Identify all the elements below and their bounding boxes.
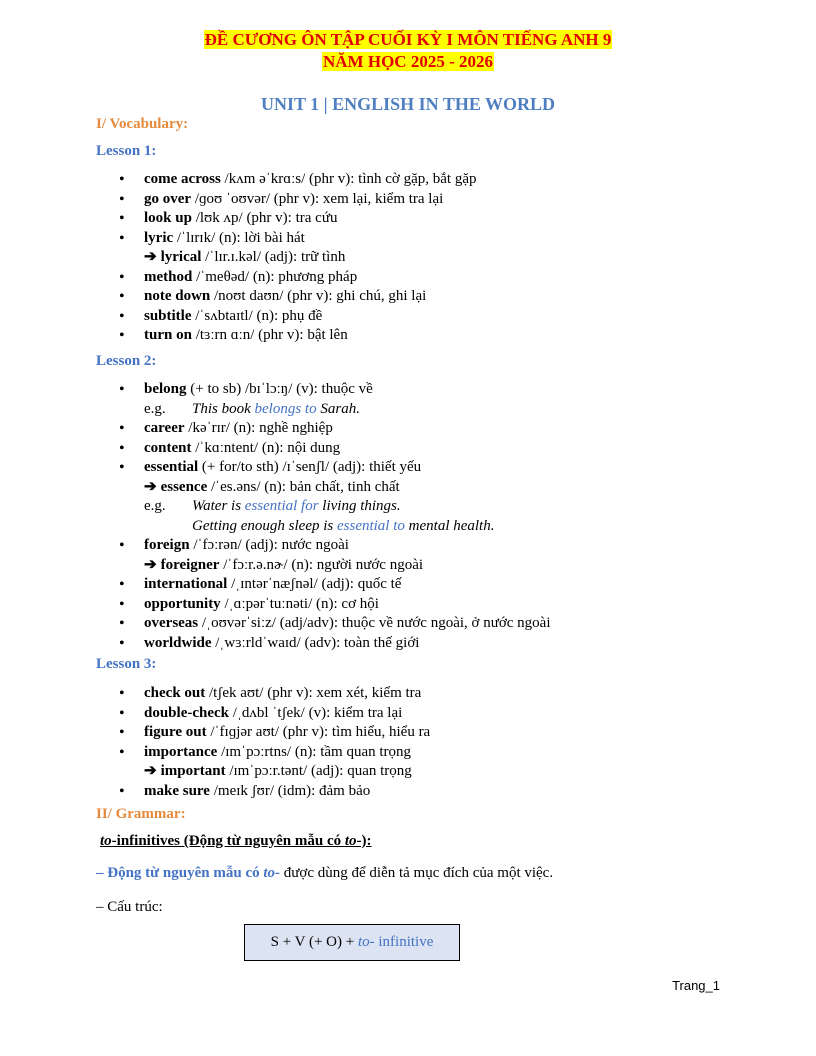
grammar-heading: to-infinitives (Động từ nguyên mẫu có to-): (100, 833, 372, 849)
lesson-2-title: Lesson 2: (96, 353, 157, 369)
grammar-usage: – Động từ nguyên mẫu có to- được dùng để diễn tả mục đích của một việc. (96, 865, 554, 881)
lesson-2-list (0, 380, 700, 653)
list-item: • note down /noʊt daʊn/ (phr v): ghi chú, ghi lại (0, 287, 700, 307)
formula-box: S + V (+ O) + to- infinitive (244, 924, 460, 961)
list-item: • turn on /tɜːrn ɑːn/ (phr v): bật lên (0, 326, 700, 346)
list-item: • look up /lʊk ʌp/ (phr v): tra cứu (0, 209, 700, 229)
list-item: • subtitle /ˈsʌbtaɪtl/ (n): phụ đề (0, 307, 700, 327)
list-item: • career /kəˈrɪr/ (n): nghề nghiệp (0, 419, 700, 439)
arrow-icon: ➔ (144, 249, 157, 265)
list-item-derived: ➔ lyrical /ˈlɪr.ɪ.kəl/ (adj): trữ tình (144, 249, 346, 265)
arrow-icon: ➔ (144, 556, 157, 573)
list-item: • essential (+ for/to sth) /ɪˈsenʃl/ (adj): thiết yếu (0, 458, 700, 478)
list-item: • lyric /ˈlɪrɪk/ (n): lời bài hát (0, 229, 700, 249)
arrow-icon: ➔ (144, 478, 157, 495)
list-item: • come across /kʌm əˈkrɑːs/ (phr v): tình cờ gặp, bắt gặp (0, 170, 700, 190)
structure-label: – Cấu trúc: (96, 899, 163, 915)
list-item: • figure out /ˈfɪɡjər aʊt/ (phr v): tìm hiểu, hiểu ra (0, 723, 700, 743)
example-sentence: e.g. Water is essential for living things. (144, 498, 401, 514)
document-title: ĐỀ CƯƠNG ÔN TẬP CUỐI KỲ I MÔN TIẾNG ANH 9 (204, 30, 612, 49)
list-item: • make sure /meɪk ʃʊr/ (idm): đảm bảo (0, 782, 700, 802)
lesson-3-list (0, 684, 700, 801)
list-item: • belong (+ to sb) /bɪˈlɔːŋ/ (v): thuộc về (0, 380, 700, 400)
list-item: • opportunity /ˌɑːpərˈtuːnəti/ (n): cơ hội (0, 595, 700, 615)
list-item: • content /ˈkɑːntent/ (n): nội dung (0, 439, 700, 459)
arrow-icon: ➔ (144, 763, 157, 779)
list-item: • foreign /ˈfɔːrən/ (adj): nước ngoài (0, 536, 700, 556)
list-item-derived: ➔ important /ɪmˈpɔːr.tənt/ (adj): quan trọng (144, 763, 412, 779)
unit-title: UNIT 1 | ENGLISH IN THE WORLD (260, 94, 556, 114)
list-item: • worldwide /ˌwɜːrldˈwaɪd/ (adv): toàn thế giới (0, 634, 700, 654)
section-grammar: II/ Grammar: (96, 806, 186, 822)
page-number: Trang_1 (672, 978, 720, 993)
lesson-1-list (0, 170, 700, 346)
list-item: • go over /ɡoʊ ˈoʊvər/ (phr v): xem lại, kiểm tra lại (0, 190, 700, 210)
school-year: NĂM HỌC 2025 - 2026 (323, 52, 493, 71)
list-item: • method /ˈmeθəd/ (n): phương pháp (0, 268, 700, 288)
list-item-derived: ➔ essence /ˈes.əns/ (n): bản chất, tinh chất (144, 478, 400, 495)
list-item: • international /ˌɪntərˈnæʃnəl/ (adj): quốc tế (0, 575, 700, 595)
list-item: • double-check /ˌdʌbl ˈtʃek/ (v): kiểm tra lại (0, 704, 700, 724)
list-item: • importance /ɪmˈpɔːrtns/ (n): tầm quan trọng (0, 743, 700, 763)
list-item: • check out /tʃek aʊt/ (phr v): xem xét, kiểm tra (0, 684, 700, 704)
lesson-3-title: Lesson 3: (96, 656, 157, 672)
list-item: • overseas /ˌoʊvərˈsiːz/ (adj/adv): thuộc về nước ngoài, ở nước ngoài (0, 614, 700, 634)
example-sentence: Getting enough sleep is essential to mental health. (192, 517, 495, 534)
section-vocabulary: I/ Vocabulary: (96, 116, 189, 132)
list-item-derived: ➔ foreigner /ˈfɔːr.ə.nɚ/ (n): người nước ngoài (144, 556, 424, 573)
example-sentence: e.g. This book belongs to Sarah. (144, 400, 360, 417)
lesson-1-title: Lesson 1: (96, 143, 157, 159)
